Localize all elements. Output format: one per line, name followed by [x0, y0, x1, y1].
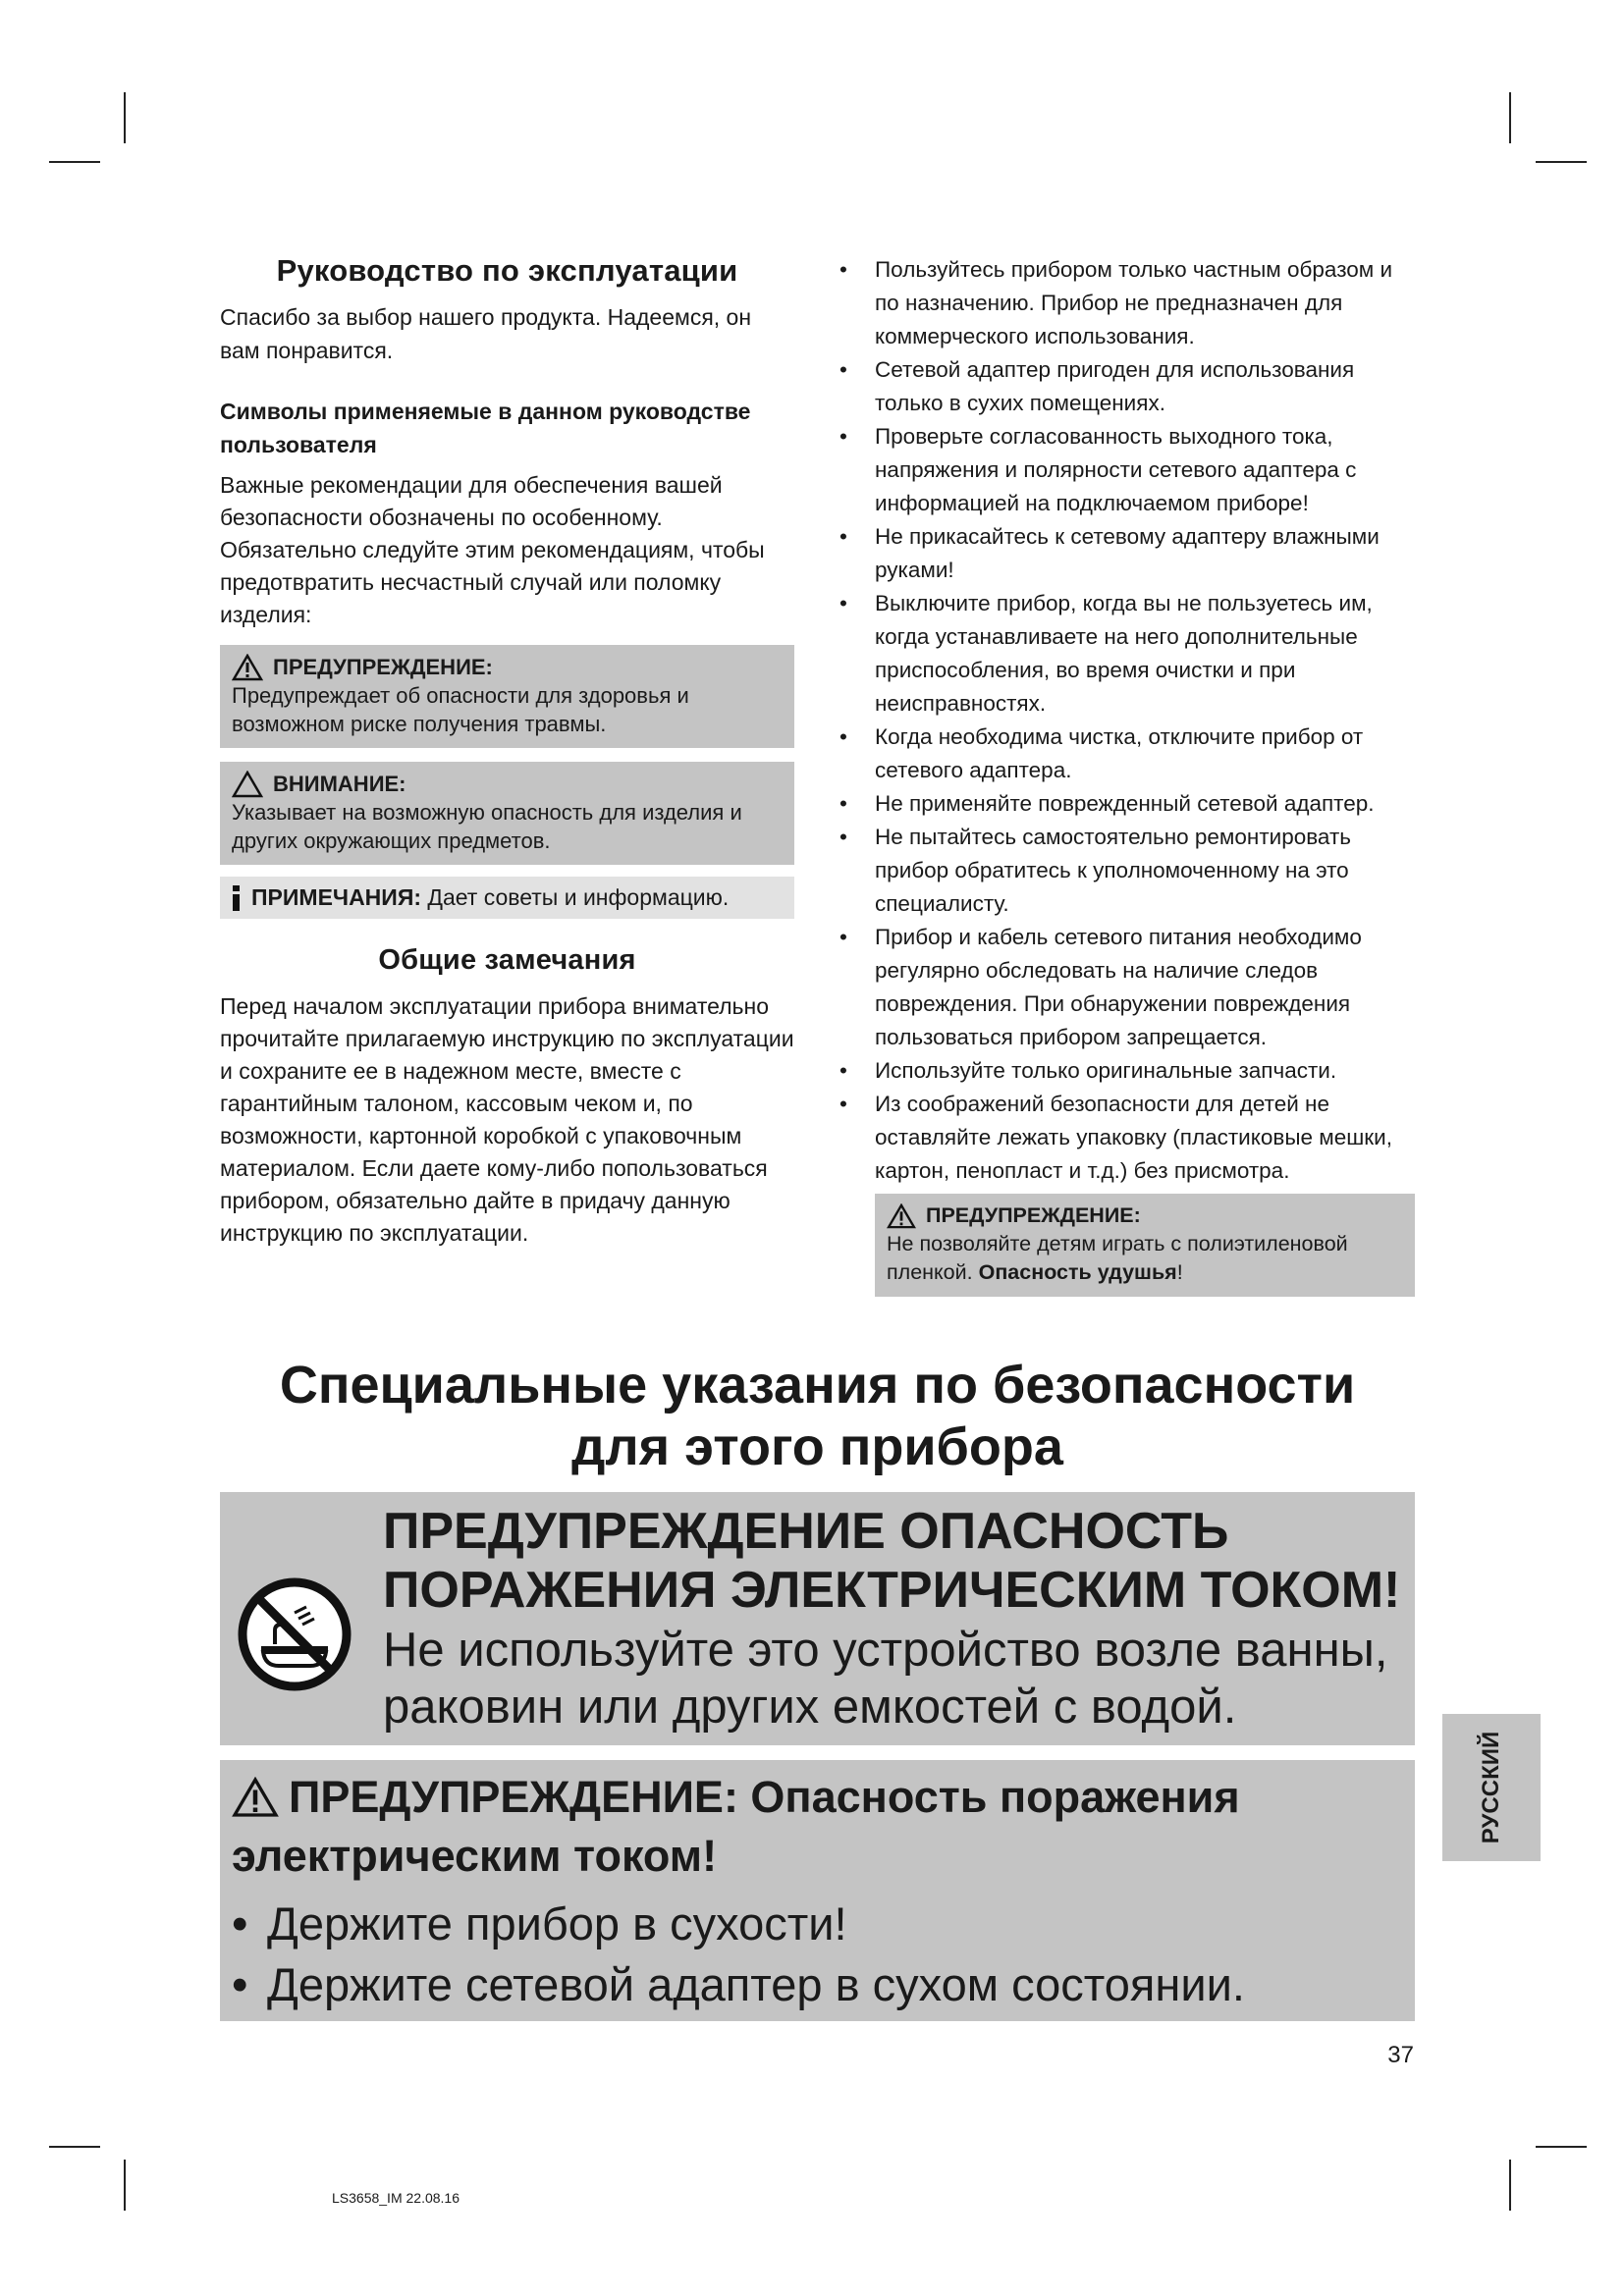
caution-label: ВНИМАНИЕ: — [273, 772, 406, 796]
language-tab-label: РУССКИЙ — [1478, 1731, 1504, 1844]
child-warning-text: Не позволяйте детям играть с полиэтиленовой пленкой. — [887, 1232, 1348, 1284]
caution-triangle-icon — [232, 771, 263, 798]
caution-description: Указывает на возможную опасность для изделия и других окружающих предметов. — [232, 800, 742, 853]
page-number: 37 — [1387, 2042, 1414, 2068]
warning-description: Предупреждает об опасности для здоровья и возможном риске получения травмы. — [232, 683, 689, 736]
warning-triangle-icon — [232, 1777, 279, 1818]
shock-band-text: Не используйте это устройство возле ванны, раковин или других емкостей с водой. — [383, 1624, 1388, 1734]
list-item: • Не применяйте поврежденный сетевой адаптер. — [838, 787, 1415, 821]
list-item: • Пользуйтесь прибором только частным образом и по назначению. Прибор не предназначен для коммерческого использования. — [838, 253, 1415, 353]
shock-band-title: ПРЕДУПРЕЖДЕНИЕ ОПАСНОСТЬ ПОРАЖЕНИЯ ЭЛЕКТРИЧЕСКИМ ТОКОМ! — [383, 1503, 1401, 1619]
right-column — [838, 253, 1415, 1297]
manual-title: Руководство по эксплуатации — [276, 253, 738, 288]
note-symbol-box — [220, 877, 794, 919]
dry-band-title: ПРЕДУПРЕЖДЕНИЕ: Опасность поражения электрическим током! — [232, 1772, 1240, 1881]
warning-label: ПРЕДУПРЕЖДЕНИЕ: — [273, 655, 493, 679]
child-warning-box — [875, 1194, 1415, 1297]
child-warning-emphasis: Опасность удушья — [978, 1260, 1177, 1284]
list-item: • Проверьте согласованность выходного тока, напряжения и полярности сетевого адаптера с информацией на подключаемом приборе! — [838, 420, 1415, 520]
list-item: • Используйте только оригинальные запчасти. — [838, 1054, 1415, 1088]
crop-mark — [49, 2146, 100, 2148]
list-item: • Из соображений безопасности для детей не оставляйте лежать упаковку (пластиковые мешки, картон, пенопласт и т.д.) без присмотра. — [838, 1088, 1415, 1188]
list-item: • Держите прибор в сухости! — [232, 1894, 1245, 1954]
info-icon — [230, 885, 242, 911]
dry-band-list — [232, 1894, 1245, 2015]
safety-rules-list — [838, 253, 1415, 1188]
note-description: Дает советы и информацию. — [427, 884, 730, 910]
general-text: Перед началом эксплуатации прибора внимательно прочитайте прилагаемую инструкцию по эксплуатации и сохраните ее в надежном месте, вместе с гарантийным талоном, кассовым чеком и, по возможности, картонной коробкой с упаковочным материалом. Если даете кому-либо попользоваться прибором, обязательно дайте в придачу данную инструкцию по эксплуатации. — [220, 993, 794, 1246]
list-item: • Прибор и кабель сетевого питания необходимо регулярно обследовать на наличие следов повреждения. При обнаружении повреждения пользоваться прибором запрещается. — [838, 921, 1415, 1054]
warning-symbol-box — [220, 645, 794, 748]
crop-mark — [1536, 2146, 1587, 2148]
crop-mark — [1536, 161, 1587, 163]
crop-mark — [124, 92, 126, 143]
child-warning-end: ! — [1176, 1260, 1183, 1284]
warning-triangle-icon — [232, 654, 263, 681]
electric-shock-warning-band — [220, 1492, 1415, 1745]
crop-mark — [49, 161, 100, 163]
keep-dry-warning-band — [220, 1760, 1415, 2021]
intro-text: Спасибо за выбор нашего продукта. Надеемся, он вам понравится. — [220, 304, 752, 363]
list-item: • Не прикасайтесь к сетевому адаптеру влажными руками! — [838, 520, 1415, 587]
note-label: ПРИМЕЧАНИЯ: — [251, 884, 422, 910]
crop-mark — [1509, 92, 1511, 143]
footer-code: LS3658_IM 22.08.16 — [332, 2190, 460, 2206]
special-title-line-2: для этого прибора — [571, 1417, 1063, 1476]
list-item: • Не пытайтесь самостоятельно ремонтировать прибор обратитесь к уполномоченному на это специалисту. — [838, 821, 1415, 921]
symbols-heading: Символы применяемые в данном руководстве пользователя — [220, 399, 751, 457]
special-title-line-1: Специальные указания по безопасности — [279, 1356, 1356, 1415]
caution-symbol-box — [220, 762, 794, 865]
language-tab — [1442, 1714, 1541, 1861]
list-item: • Когда необходима чистка, отключите прибор от сетевого адаптера. — [838, 721, 1415, 787]
crop-mark — [1509, 2160, 1511, 2211]
list-item: • Выключите прибор, когда вы не пользуетесь им, когда устанавливаете на него дополнительные приспособления, во время очистки и при неисправностях. — [838, 587, 1415, 721]
list-item: • Сетевой адаптер пригоден для использования только в сухих помещениях. — [838, 353, 1415, 420]
general-title: Общие замечания — [378, 944, 636, 976]
special-safety-title — [220, 1355, 1415, 1478]
list-item: • Держите сетевой адаптер в сухом состоянии. — [232, 1954, 1245, 2015]
crop-mark — [124, 2160, 126, 2211]
left-column — [220, 253, 794, 1250]
no-bathtub-icon — [236, 1575, 353, 1693]
warning-triangle-icon — [887, 1203, 916, 1229]
dry-band-heading — [232, 1768, 1405, 1886]
symbols-text: Важные рекомендации для обеспечения вашей безопасности обозначены по особенному. Обязательно следуйте этим рекомендациям, чтобы предотвратить несчастный случай или поломку изделия: — [220, 472, 765, 627]
child-warning-label: ПРЕДУПРЕЖДЕНИЕ: — [926, 1203, 1141, 1227]
